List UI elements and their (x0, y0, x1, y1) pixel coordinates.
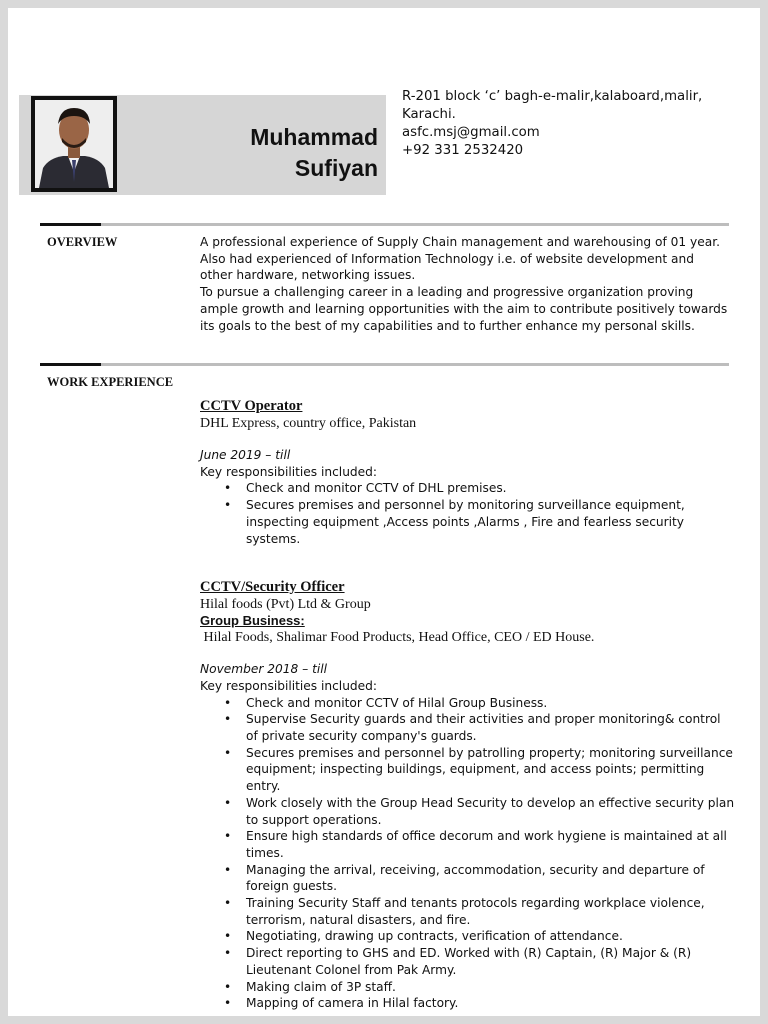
company-name: DHL Express, country office, Pakistan (200, 416, 417, 431)
profile-photo (31, 96, 117, 192)
overview-line: To pursue a challenging career in a leading and progressive organization proving (200, 285, 694, 300)
resume-page (8, 8, 760, 1016)
group-business-label: Group Business: (200, 613, 305, 629)
responsibilities-label: Key responsibilities included: (200, 678, 377, 693)
list-item: • Secures premises and personnel by monitoring surveillance equipment, inspecting equipment ,Access points ,Alarms , Fire and fearless security systems. (246, 497, 735, 547)
work-experience-heading: WORK EXPERIENCE (47, 375, 174, 389)
list-item: • Negotiating, drawing up contracts, verification of attendance. (246, 928, 735, 945)
job-entry (200, 578, 735, 1012)
overview-line: Also had experienced of Information Technology i.e. of website development and (200, 251, 694, 266)
overview-text (200, 234, 735, 334)
responsibilities-label: Key responsibilities included: (200, 464, 377, 479)
list-item: • Training Security Staff and tenants protocols regarding workplace violence, terrorism, natural disasters, and fire. (246, 895, 735, 928)
list-item: • Direct reporting to GHS and ED. Worked with (R) Captain, (R) Major & (R) Lieutenant Colonel from Pak Army. (246, 945, 735, 978)
section-divider (40, 363, 729, 366)
contact-block (402, 88, 732, 160)
work-experience-content (200, 397, 735, 1012)
phone-text: +92 331 2532420 (402, 143, 524, 158)
email-text: asfc.msj@gmail.com (402, 125, 540, 140)
list-item: • Mapping of camera in Hilal factory. (246, 995, 735, 1012)
overview-heading: OVERVIEW (47, 235, 118, 249)
overview-line: its goals to the best of my capabilities and to further enhance my personal skills. (200, 318, 695, 333)
list-item: • Making claim of 3P staff. (246, 979, 735, 996)
person-photo-icon (35, 100, 113, 188)
overview-line: ample growth and learning opportunities with the aim to contribute positively towards (200, 301, 728, 316)
list-item: • Check and monitor CCTV of DHL premises. (246, 480, 735, 497)
job-entry (200, 397, 735, 547)
address-line: R-201 block ‘c’ bagh-e-malir,kalaboard,malir, (402, 89, 703, 104)
address-city: Karachi. (402, 107, 456, 122)
list-item: • Secures premises and personnel by patrolling property; monitoring surveillance equipment; inspecting buildings, equipment, and access points; permitting entry. (246, 745, 735, 795)
overview-line: A professional experience of Supply Chain management and warehousing of 01 year. (200, 235, 720, 249)
job-title: CCTV Operator (200, 398, 303, 414)
responsibilities-list (200, 480, 735, 547)
section-divider (40, 223, 729, 226)
list-item: • Managing the arrival, receiving, accommodation, security and departure of foreign guests. (246, 862, 735, 895)
job-date: November 2018 – till (200, 662, 328, 677)
overview-line: other hardware, networking issues. (200, 268, 416, 283)
candidate-name (178, 122, 378, 184)
group-business-text: Hilal Foods, Shalimar Food Products, Head Office, CEO / ED House. (200, 630, 595, 646)
list-item: • Supervise Security guards and their activities and proper monitoring& control of private security company's guards. (246, 711, 735, 744)
list-item: • Check and monitor CCTV of Hilal Group Business. (246, 695, 735, 712)
name-first: Muhammad (250, 124, 378, 150)
company-name: Hilal foods (Pvt) Ltd & Group (200, 597, 371, 613)
job-title: CCTV/Security Officer (200, 579, 345, 596)
responsibilities-list (200, 695, 735, 1012)
list-item: • Work closely with the Group Head Security to develop an effective security plan to support operations. (246, 795, 735, 828)
job-date: June 2019 – till (200, 448, 291, 462)
list-item: • Ensure high standards of office decorum and work hygiene is maintained at all times. (246, 828, 735, 861)
name-last: Sufiyan (294, 155, 378, 181)
